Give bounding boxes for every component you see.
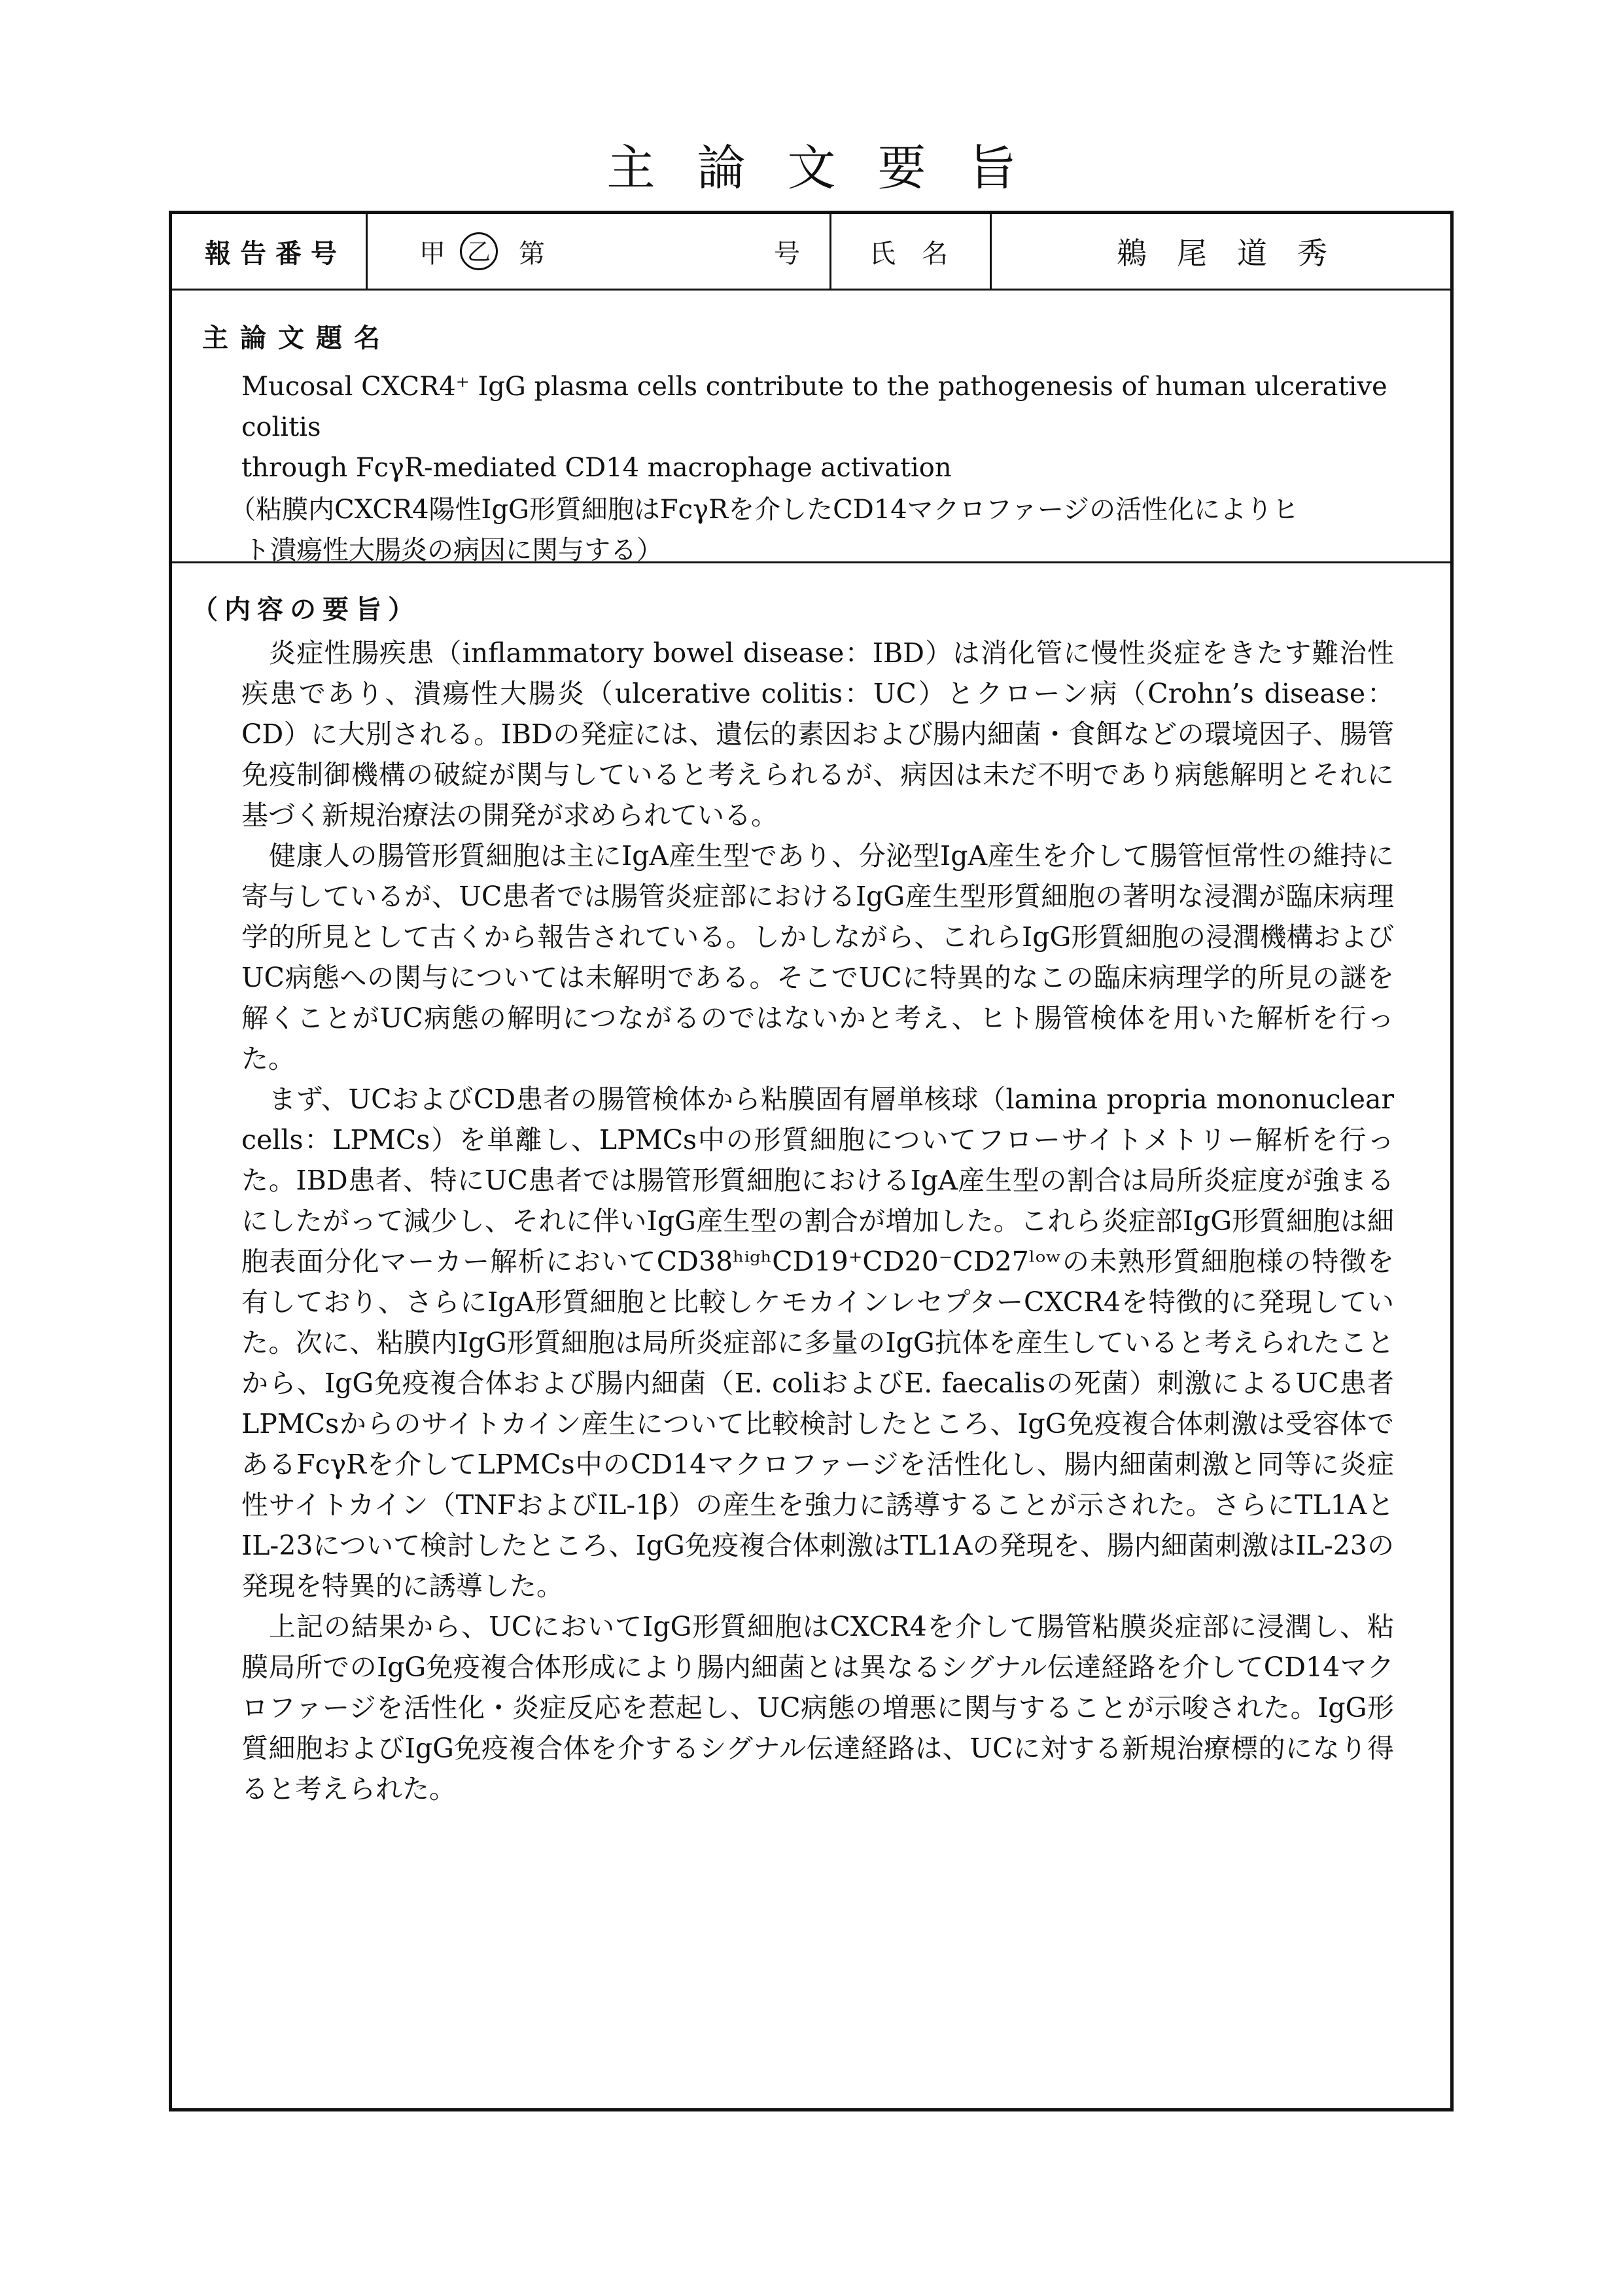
name-label: 氏 名 (869, 238, 948, 269)
page-title: 主論文要旨 (606, 140, 1058, 196)
thesis-title-label: 主論文題名 (202, 323, 392, 353)
gou-label: 号 (774, 238, 800, 269)
summary-body (241, 633, 1394, 1809)
divider (829, 214, 831, 289)
author-name: 鵜 尾 道 秀 (1117, 236, 1327, 271)
english-title-line: through FcγR-mediated CD14 macrophage activation (241, 453, 952, 483)
japanese-title (230, 489, 1393, 571)
summary-label: （内容の要旨） (192, 594, 421, 625)
row-divider (172, 561, 1450, 563)
row-divider (172, 289, 1450, 291)
summary-paragraph: 健康人の腸管形質細胞は主にIgA産生型であり、分泌型IgA産生を介して腸管恒常性の維持に寄与しているが、UC患者では腸管炎症部におけるIgG産生型形質細胞の著明な浸潤が臨床病理学的所見として古くから報告されている。しかしながら、これらIgG形質細胞の浸潤機構およびUC病態への関与については未解明である。そこでUCに特異的なこの臨床病理学的所見の謎を解くことがUC病態の解明につながるのではないかと考え、ヒト腸管検体を用いた解析を行った。 (241, 840, 1394, 1074)
english-title-line: Mucosal CXCR4⁺ IgG plasma cells contribute to the pathogenesis of human ulcerative colitis (241, 372, 1387, 442)
summary-paragraph: まず、UCおよびCD患者の腸管検体から粘膜固有層単核球（lamina propria mononuclear cells：LPMCs）を単離し、LPMCs中の形質細胞についてフローサイトメトリー解析を行った。IBD患者、特にUC患者では腸管形質細胞におけるIgA産生型の割合は局所炎症度が強まるにしたがって減少し、それに伴いIgG産生型の割合が増加した。これら炎症部IgG形質細胞は細胞表面分化マーカー解析においてCD38ʰⁱᵍʰCD19⁺CD20⁻CD27ˡᵒʷの未熟形質細胞様の特徴を有しており、さらにIgA形質細胞と比較しケモカインレセプターCXCR4を特徴的に発現していた。次に、粘膜内IgG形質細胞は局所炎症部に多量のIgG抗体を産生していると考えられたことから、IgG免疫複合体および腸内細菌（E. coliおよびE. faecalisの死菌）刺激によるUC患者LPMCsからのサイトカイン産生について比較検討したところ、IgG免疫複合体刺激は受容体であるFcγRを介してLPMCs中のCD14マクロファージを活性化し、腸内細菌刺激と同等に炎症性サイトカイン（TNFおよびIL-1β）の産生を強力に誘導することが示された。さらにTL1AとIL-23について検討したところ、IgG免疫複合体刺激はTL1Aの発現を、腸内細菌刺激はIL-23の発現を特異的に誘導した。 (241, 1084, 1394, 1602)
dai-label: 第 (519, 238, 545, 269)
thesis-title (230, 366, 1393, 571)
report-number-label: 報告番号 (205, 238, 346, 269)
japanese-title-line: （粘膜内CXCR4陽性IgG形質細胞はFcγRを介したCD14マクロファージの活性化によりヒ (230, 495, 1299, 525)
otsu-circled: 乙 (460, 232, 498, 270)
japanese-title-line: ト潰瘍性大腸炎の病因に関与する） (244, 535, 663, 565)
summary-form (169, 211, 1454, 2111)
divider (366, 214, 368, 289)
summary-paragraph: 上記の結果から、UCにおいてIgG形質細胞はCXCR4を介して腸管粘膜炎症部に浸潤し、粘膜局所でのIgG免疫複合体形成により腸内細菌とは異なるシグナル伝達経路を介してCD14マクロファージを活性化・炎症反応を惹起し、UC病態の増悪に関与することが示唆された。IgG形質細胞およびIgG免疫複合体を介するシグナル伝達経路は、UCに対する新規治療標的になり得ると考えられた。 (241, 1611, 1394, 1805)
kou-label: 甲 (419, 238, 445, 269)
otsu-label (460, 214, 498, 289)
summary-paragraph: 炎症性腸疾患（inflammatory bowel disease：IBD）は消化管に慢性炎症をきたす難治性疾患であり、潰瘍性大腸炎（ulcerative colitis：UC）とクローン病（Crohn’s disease：CD）に大別される。IBDの発症には、遺伝的素因および腸内細菌・食餌などの環境因子、腸管免疫制御機構の破綻が関与していると考えられるが、病因は未だ不明であり病態解明とそれに基づく新規治療法の開発が求められている。 (241, 637, 1394, 831)
